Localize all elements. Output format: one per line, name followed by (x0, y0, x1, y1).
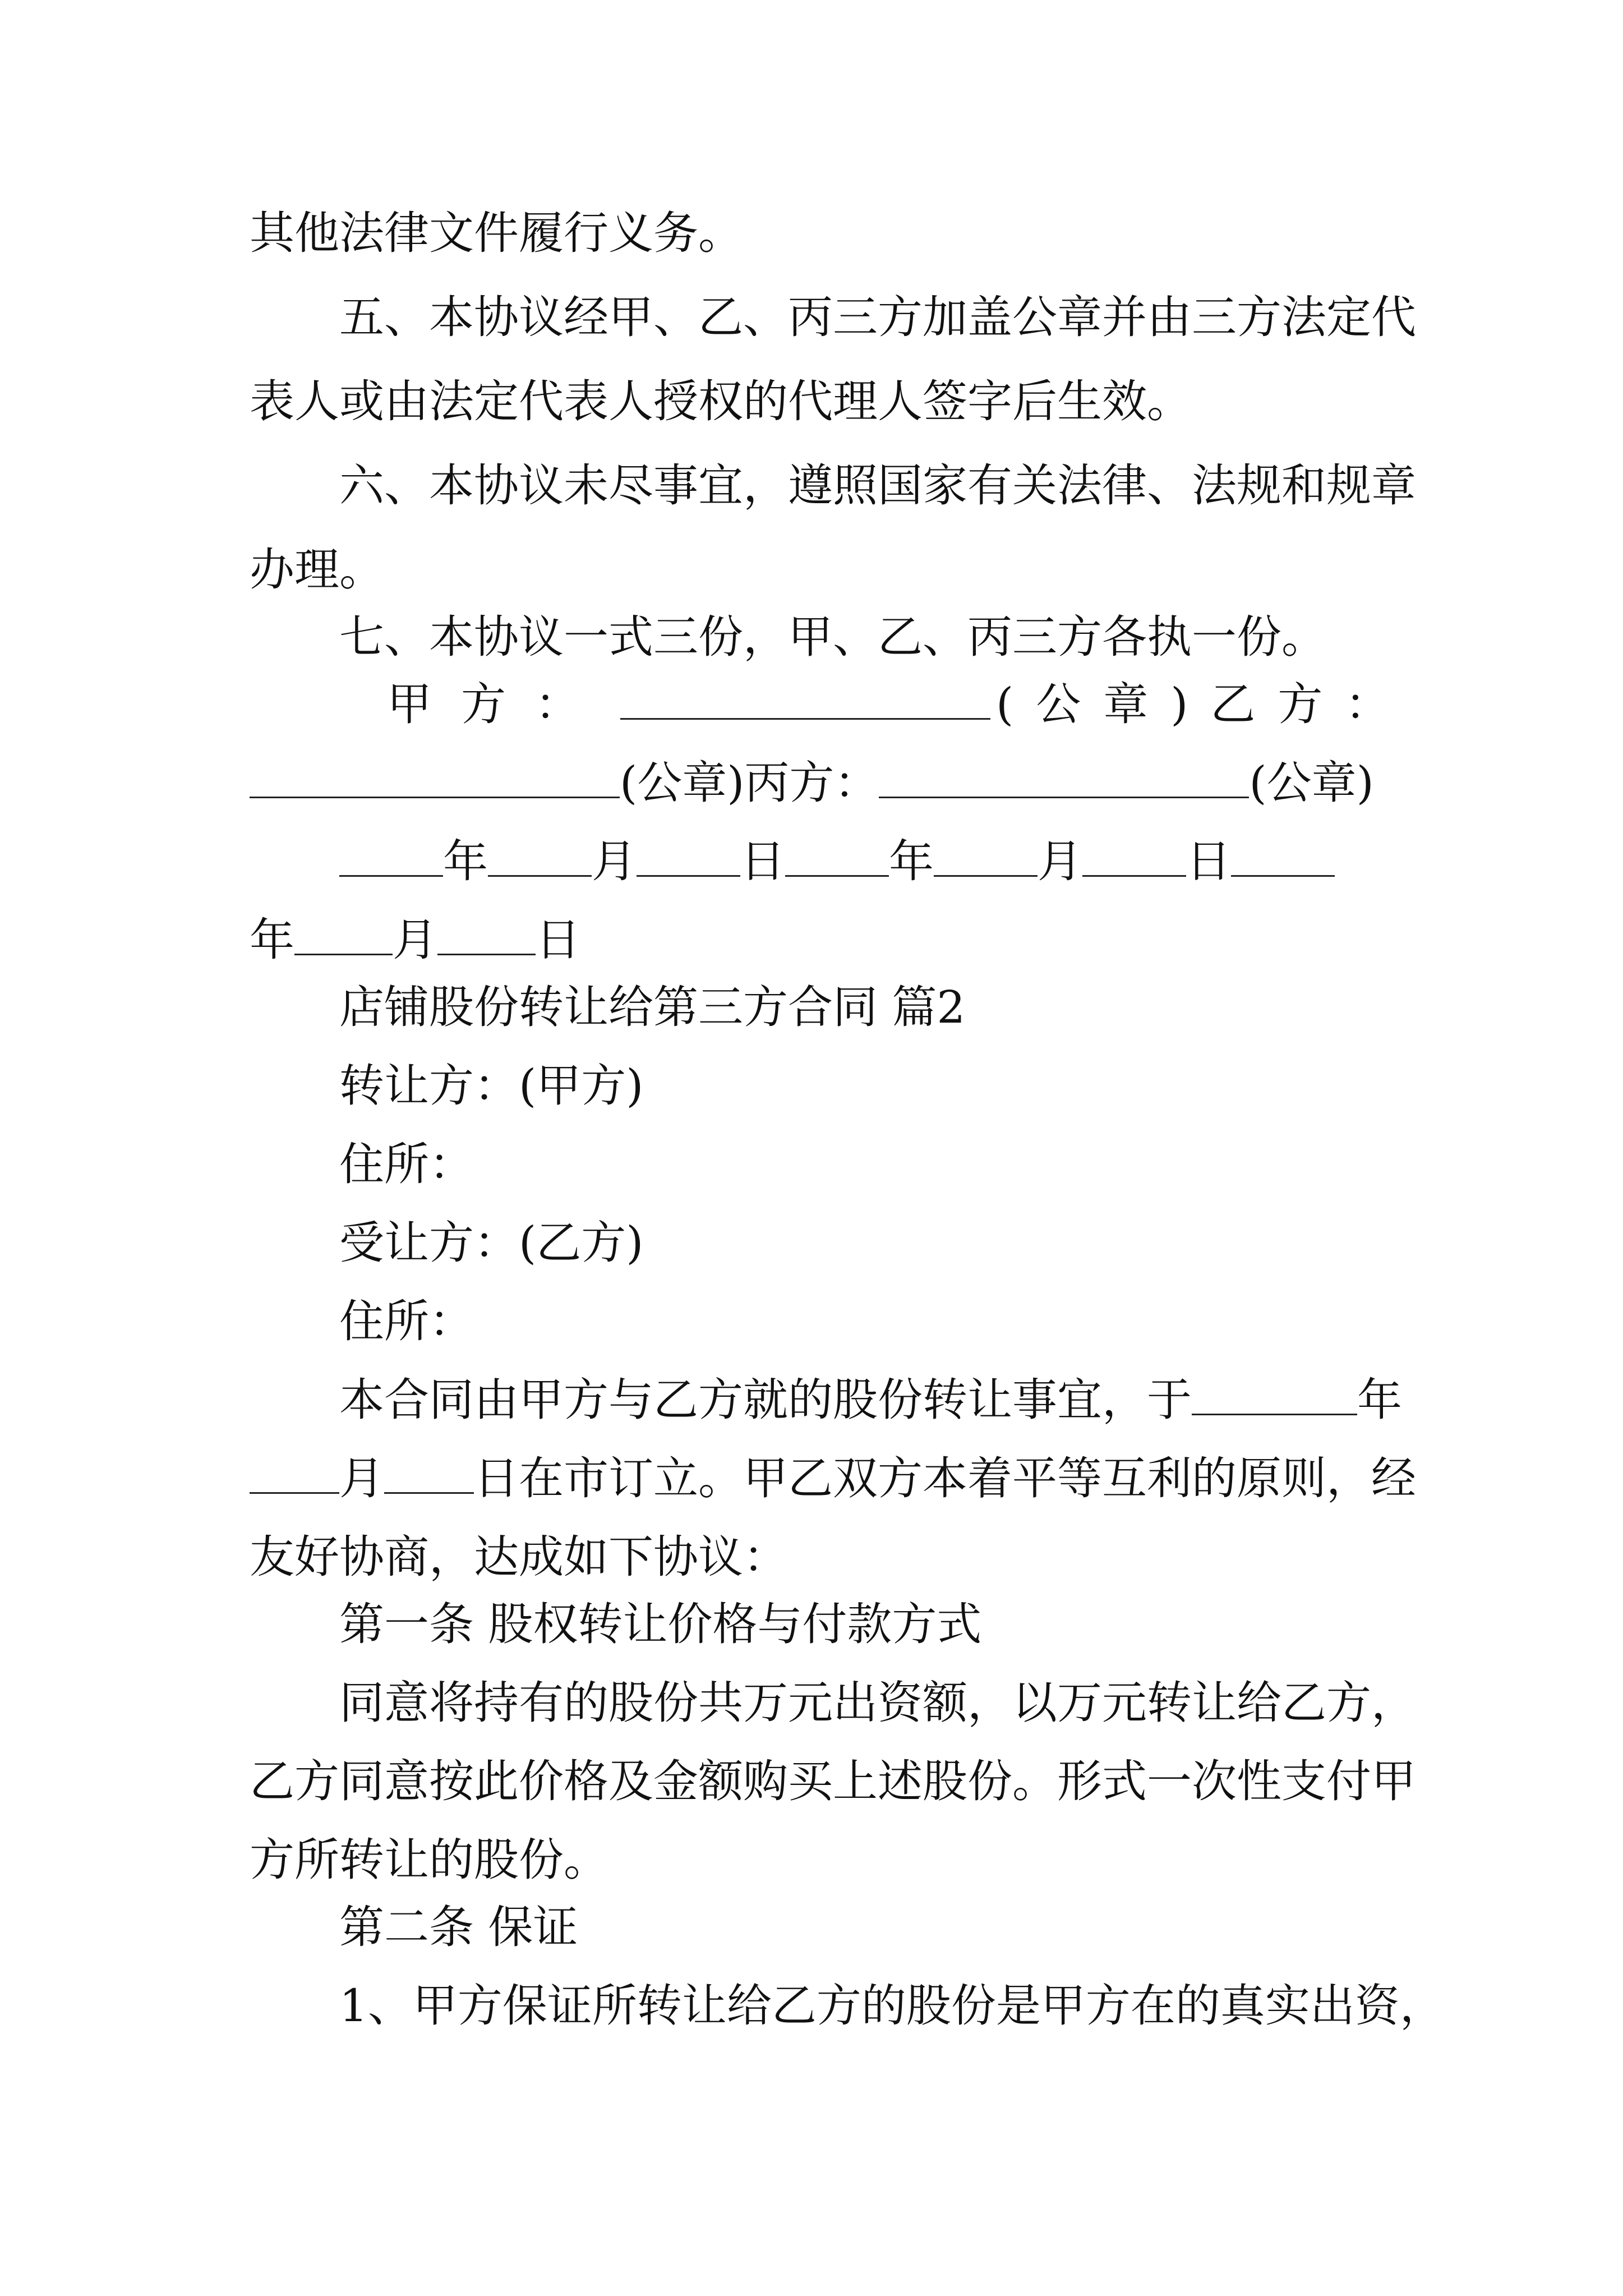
intro-text: 本合同由甲方与乙方就的股份转让事宜，于 (339, 1374, 1192, 1426)
date-blank (1082, 827, 1186, 877)
transferee-line: 受让方：(乙方) (339, 1217, 644, 1269)
clause-7: 七、本协议一式三份，甲、乙、丙三方各执一份。 (339, 611, 1326, 663)
date-line-1 (339, 822, 1394, 901)
year-blank (1192, 1365, 1357, 1415)
date-blank (1231, 827, 1335, 877)
intro-line-3: 友好协商，达成如下协议： (250, 1531, 788, 1583)
clause-5-line-2: 表人或由法定代表人授权的代理人签字后生效。 (250, 375, 1192, 427)
article-2-title: 第二条 保证 (339, 1901, 578, 1953)
party-a-label: 甲方： (387, 678, 609, 730)
clause-5-line-1: 五、本协议经甲、乙、丙三方加盖公章并由三方法定代 (339, 291, 1416, 343)
intro-line-1 (339, 1361, 1402, 1439)
year-label: 年 (1357, 1374, 1402, 1426)
month-label: 月 (1038, 835, 1082, 887)
article-1-line-1: 同意将持有的股份共万元出资额，以万元转让给乙方， (339, 1677, 1416, 1729)
year-label: 年 (889, 835, 934, 887)
date-blank (488, 827, 592, 877)
article-1-title: 第一条 股权转让价格与付款方式 (339, 1598, 982, 1650)
intro-line-2 (250, 1439, 1416, 1518)
clause-6-line-1: 六、本协议未尽事宜，遵照国家有关法律、法规和规章 (339, 459, 1416, 512)
signature-line-1 (387, 665, 1413, 744)
date-blank (934, 827, 1038, 877)
date-blank (637, 827, 740, 877)
party-c-blank (879, 748, 1249, 798)
seal-label: (公章) (1249, 757, 1374, 809)
month-label: 月 (339, 1452, 384, 1504)
paragraph-line: 其他法律文件履行义务。 (250, 207, 743, 259)
address-line: 住所： (339, 1295, 474, 1347)
article-1-line-3: 方所转让的股份。 (250, 1834, 608, 1886)
date-blank (437, 905, 536, 955)
party-b-blank (250, 748, 620, 798)
party-b-label: 乙方： (1210, 678, 1413, 730)
signature-line-2 (250, 744, 1394, 822)
day-blank (384, 1444, 474, 1494)
transferor-line: 转让方：(甲方) (339, 1060, 644, 1112)
date-line-2 (250, 901, 1394, 979)
section-title: 店铺股份转让给第三方合同 篇2 (339, 981, 966, 1033)
clause-6-line-2: 办理。 (250, 544, 384, 596)
month-label: 月 (393, 914, 437, 966)
seal-label: (公章) (996, 678, 1211, 730)
date-blank (294, 905, 393, 955)
intro-text: 日在市订立。甲乙双方本着平等互利的原则，经 (474, 1452, 1416, 1504)
address-line: 住所： (339, 1138, 474, 1190)
article-1-line-2: 乙方同意按此价格及金额购买上述股份。形式一次性支付甲 (250, 1755, 1416, 1807)
party-a-blank (620, 670, 990, 720)
year-label: 年 (250, 914, 294, 966)
day-label: 日 (740, 835, 785, 887)
month-blank (250, 1444, 339, 1494)
article-2-line-1: 1、甲方保证所转让给乙方的股份是甲方在的真实出资， (339, 1980, 1445, 2032)
party-c-label: 丙方： (744, 757, 879, 809)
year-label: 年 (443, 835, 488, 887)
date-blank (339, 827, 443, 877)
day-label: 日 (1186, 835, 1231, 887)
day-label: 日 (536, 914, 580, 966)
date-blank (785, 827, 889, 877)
month-label: 月 (592, 835, 637, 887)
seal-label: (公章) (620, 757, 745, 809)
